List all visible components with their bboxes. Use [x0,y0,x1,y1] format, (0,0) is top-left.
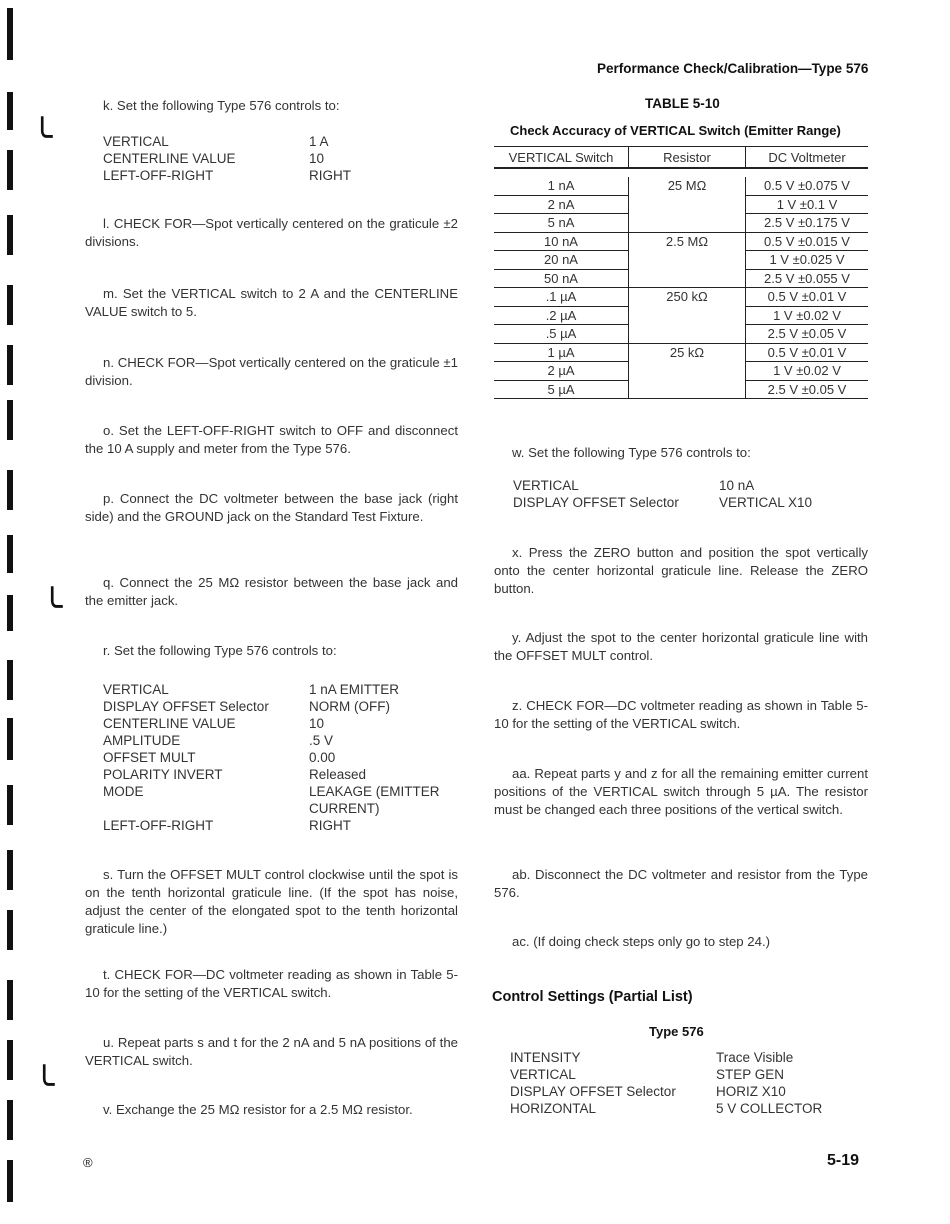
table-row [494,269,868,288]
column-header: VERTICAL Switch [494,147,629,169]
resistor-cell [629,380,746,399]
vertical-switch-cell: 20 nA [494,251,629,270]
binder-mark [7,92,13,130]
step-r: r. Set the following Type 576 controls to: [103,643,337,658]
control-name: DISPLAY OFFSET Selector [513,495,679,510]
vertical-switch-cell: .2 µA [494,306,629,325]
resistor-cell: 2.5 MΩ [629,232,746,251]
dc-voltmeter-cell: 2.5 V ±0.055 V [746,269,869,288]
column-header: DC Voltmeter [746,147,869,169]
control-name: CENTERLINE VALUE [103,151,236,166]
vertical-switch-cell: 10 nA [494,232,629,251]
binder-mark [7,980,13,1020]
binder-mark [7,285,13,325]
control-value: Released [309,767,367,782]
step-aa: aa. Repeat parts y and z for all the remaining emitter current positions of the VERTICAL switch through 5 µA. The resistor must be changed each three positions of the vertical switch. [494,766,868,817]
resistor-cell: 25 kΩ [629,343,746,362]
vertical-switch-cell: 1 µA [494,343,629,362]
binder-mark [7,345,13,385]
table-header-row [494,147,868,169]
setting-value: HORIZ X10 [716,1084,786,1099]
dc-voltmeter-cell: 0.5 V ±0.01 V [746,288,869,307]
control-value: NORM (OFF) [309,699,390,714]
table-row [494,343,868,362]
step-l: l. CHECK FOR—Spot vertically centered on the graticule ±2 divisions. [85,216,458,249]
binder-mark [7,535,13,573]
binder-mark [7,660,13,700]
control-settings-list [510,1049,822,1117]
k-controls [103,133,351,184]
table-row [494,214,868,233]
setting-name: HORIZONTAL [510,1101,597,1116]
vertical-switch-cell: .5 µA [494,325,629,344]
section-subtitle: Type 576 [649,1024,704,1039]
control-name: LEFT-OFF-RIGHT [103,168,214,183]
setting-value: STEP GEN [716,1067,785,1082]
control-name: OFFSET MULT [103,750,196,765]
control-name [103,800,309,817]
step-m: m. Set the VERTICAL switch to 2 A and the CENTERLINE VALUE switch to 5. [85,286,458,319]
vertical-switch-cell: 50 nA [494,269,629,288]
step-ab: ab. Disconnect the DC voltmeter and resistor from the Type 576. [494,867,868,900]
setting-value: 5 V COLLECTOR [716,1101,823,1116]
binder-curl-icon: ╰ [42,587,63,627]
resistor-cell [629,306,746,325]
control-name: VERTICAL [103,134,169,149]
table-row [494,325,868,344]
binder-mark [7,470,13,510]
table-row [494,288,868,307]
control-value: CURRENT) [309,801,380,816]
control-value: RIGHT [309,818,351,833]
binder-mark [7,400,13,440]
vertical-switch-cell: 2 µA [494,362,629,381]
binder-mark [7,215,13,255]
table-row [494,195,868,214]
table-row [494,177,868,195]
r-controls [103,681,440,834]
vertical-switch-cell: 5 µA [494,380,629,399]
binder-mark [7,1100,13,1140]
dc-voltmeter-cell: 2.5 V ±0.05 V [746,380,869,399]
w-controls [513,477,812,511]
table-row [494,306,868,325]
resistor-cell [629,362,746,381]
binder-mark [7,1160,13,1202]
vertical-switch-cell: 2 nA [494,195,629,214]
dc-voltmeter-cell: 1 V ±0.02 V [746,362,869,381]
page-number: 5-19 [827,1152,860,1169]
step-n: n. CHECK FOR—Spot vertically centered on the graticule ±1 division. [85,355,458,388]
dc-voltmeter-cell: 0.5 V ±0.075 V [746,177,869,195]
registered-mark-icon: ® [83,1155,93,1170]
binder-mark [7,718,13,760]
dc-voltmeter-cell: 1 V ±0.1 V [746,195,869,214]
binder-curl-icon: ╰ [34,1065,55,1105]
table-row [494,232,868,251]
page-header: Performance Check/Calibration—Type 576 [597,61,869,76]
binder-curl-icon: ╰ [32,117,53,157]
control-value: VERTICAL X10 [719,495,813,510]
step-u: u. Repeat parts s and t for the 2 nA and 5 nA positions of the VERTICAL switch. [85,1035,458,1068]
control-name: VERTICAL [103,682,169,697]
resistor-cell [629,195,746,214]
step-p: p. Connect the DC voltmeter between the base jack (right side) and the GROUND jack on the Standard Test Fixture. [85,491,458,524]
dc-voltmeter-cell: 1 V ±0.025 V [746,251,869,270]
setting-name: INTENSITY [510,1050,581,1065]
table-row [494,362,868,381]
step-t: t. CHECK FOR—DC voltmeter reading as shown in Table 5-10 for the setting of the VERTICAL switch. [85,967,458,1000]
control-name: VERTICAL [513,478,579,493]
table-row [494,251,868,270]
binder-mark [7,785,13,825]
control-name: MODE [103,784,144,799]
step-x: x. Press the ZERO button and position the spot vertically onto the center horizontal graticule line. Release the ZERO button. [494,545,868,596]
dc-voltmeter-cell: 2.5 V ±0.175 V [746,214,869,233]
control-value: RIGHT [309,168,351,183]
vertical-switch-cell: .1 µA [494,288,629,307]
control-value: 10 [309,151,325,166]
binder-mark [7,595,13,631]
resistor-cell [629,214,746,233]
resistor-cell: 25 MΩ [629,177,746,195]
control-value: LEAKAGE (EMITTER [309,784,440,799]
step-o: o. Set the LEFT-OFF-RIGHT switch to OFF and disconnect the 10 A supply and meter from the Type 576. [85,423,458,456]
binder-edge [0,0,20,1224]
control-value: 1 A [309,134,329,149]
binder-mark [7,1040,13,1080]
binder-mark [7,150,13,190]
control-value: 1 nA EMITTER [309,682,400,697]
resistor-cell: 250 kΩ [629,288,746,307]
column-header: Resistor [629,147,746,169]
resistor-cell [629,251,746,270]
table-row [494,380,868,399]
vertical-switch-cell: 5 nA [494,214,629,233]
setting-name: DISPLAY OFFSET Selector [510,1084,676,1099]
step-y: y. Adjust the spot to the center horizontal graticule line with the OFFSET MULT control. [494,630,868,663]
step-z: z. CHECK FOR—DC voltmeter reading as shown in Table 5-10 for the setting of the VERTICAL switch. [494,698,868,731]
dc-voltmeter-cell: 0.5 V ±0.015 V [746,232,869,251]
control-value: 10 nA [719,478,755,493]
step-ac: ac. (If doing check steps only go to step 24.) [512,934,771,949]
control-name: POLARITY INVERT [103,767,223,782]
dc-voltmeter-cell: 1 V ±0.02 V [746,306,869,325]
step-s: s. Turn the OFFSET MULT control clockwise until the spot is on the tenth horizontal graticule line. (If the spot has noise, adjust the center of the elongated spot to the tenth horizontal graticule line.) [85,867,458,936]
dc-voltmeter-cell: 0.5 V ±0.01 V [746,343,869,362]
control-name: CENTERLINE VALUE [103,716,236,731]
resistor-cell [629,269,746,288]
table-title: Check Accuracy of VERTICAL Switch (Emitter Range) [510,123,841,138]
binder-mark [7,850,13,890]
setting-value: Trace Visible [716,1050,794,1065]
step-k: k. Set the following Type 576 controls to: [103,98,340,113]
vertical-switch-cell: 1 nA [494,177,629,195]
step-q: q. Connect the 25 MΩ resistor between the base jack and the emitter jack. [85,575,458,608]
setting-name: VERTICAL [510,1067,576,1082]
control-value: .5 V [309,733,334,748]
accuracy-table [494,146,868,399]
resistor-cell [629,325,746,344]
step-v: v. Exchange the 25 MΩ resistor for a 2.5 MΩ resistor. [103,1102,413,1117]
table-label: TABLE 5-10 [645,96,720,111]
control-value: 10 [309,716,325,731]
control-name: AMPLITUDE [103,733,181,748]
binder-mark [7,8,13,60]
dc-voltmeter-cell: 2.5 V ±0.05 V [746,325,869,344]
step-w: w. Set the following Type 576 controls to: [512,445,751,460]
section-title: Control Settings (Partial List) [492,989,693,1005]
control-name: LEFT-OFF-RIGHT [103,818,214,833]
control-value: 0.00 [309,750,336,765]
control-name: DISPLAY OFFSET Selector [103,699,269,714]
binder-mark [7,910,13,950]
